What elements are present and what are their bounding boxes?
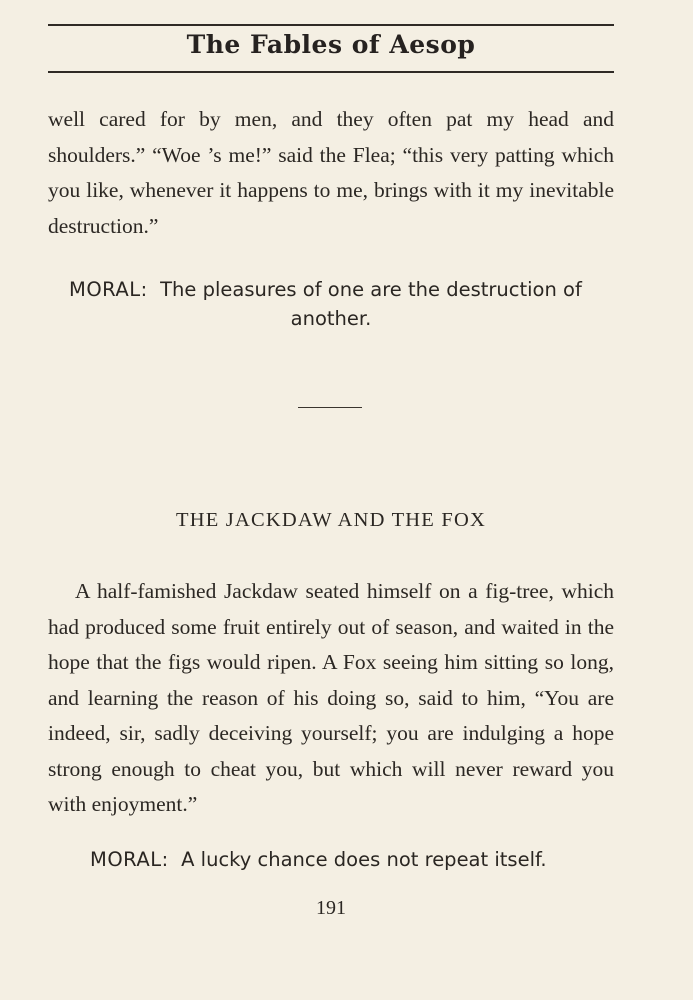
fable-title: THE JACKDAW AND THE FOX bbox=[176, 509, 486, 531]
moral-label: MORAL: bbox=[69, 278, 148, 301]
running-head: The Fables of Aesop bbox=[186, 30, 476, 59]
page-number: 191 bbox=[316, 897, 346, 919]
moral-1-line-2: another. bbox=[290, 307, 372, 330]
moral-1-line-1 bbox=[69, 276, 582, 304]
moral-1-text: The pleasures of one are the destruction of bbox=[160, 278, 582, 301]
header-rule-top bbox=[48, 24, 614, 26]
passage-continuation: well cared for by men, and they often pat my head and shoulders.” “Woe ’s me!” said the Flea; “this very patting which you like, whenever it happens to me, brings with it my inevitable destruction.” bbox=[48, 107, 614, 238]
moral-2-text: A lucky chance does not repeat itself. bbox=[181, 848, 547, 871]
fable-body: A half-famished Jackdaw seated himself on a fig-tree, which had produced some fruit entirely out of season, and waited in the hope that the figs would ripen. A Fox seeing him sitting so long, and learning the reason of his doing so, said to him, “You are indeed, sir, sadly deceiving yourself; you are indulging a hope strong enough to cheat you, but which will never reward you with enjoyment.” bbox=[48, 579, 614, 816]
moral-2 bbox=[90, 846, 547, 874]
header-rule-bottom bbox=[48, 71, 614, 73]
section-divider bbox=[298, 407, 362, 408]
moral-label: MORAL: bbox=[90, 848, 169, 871]
